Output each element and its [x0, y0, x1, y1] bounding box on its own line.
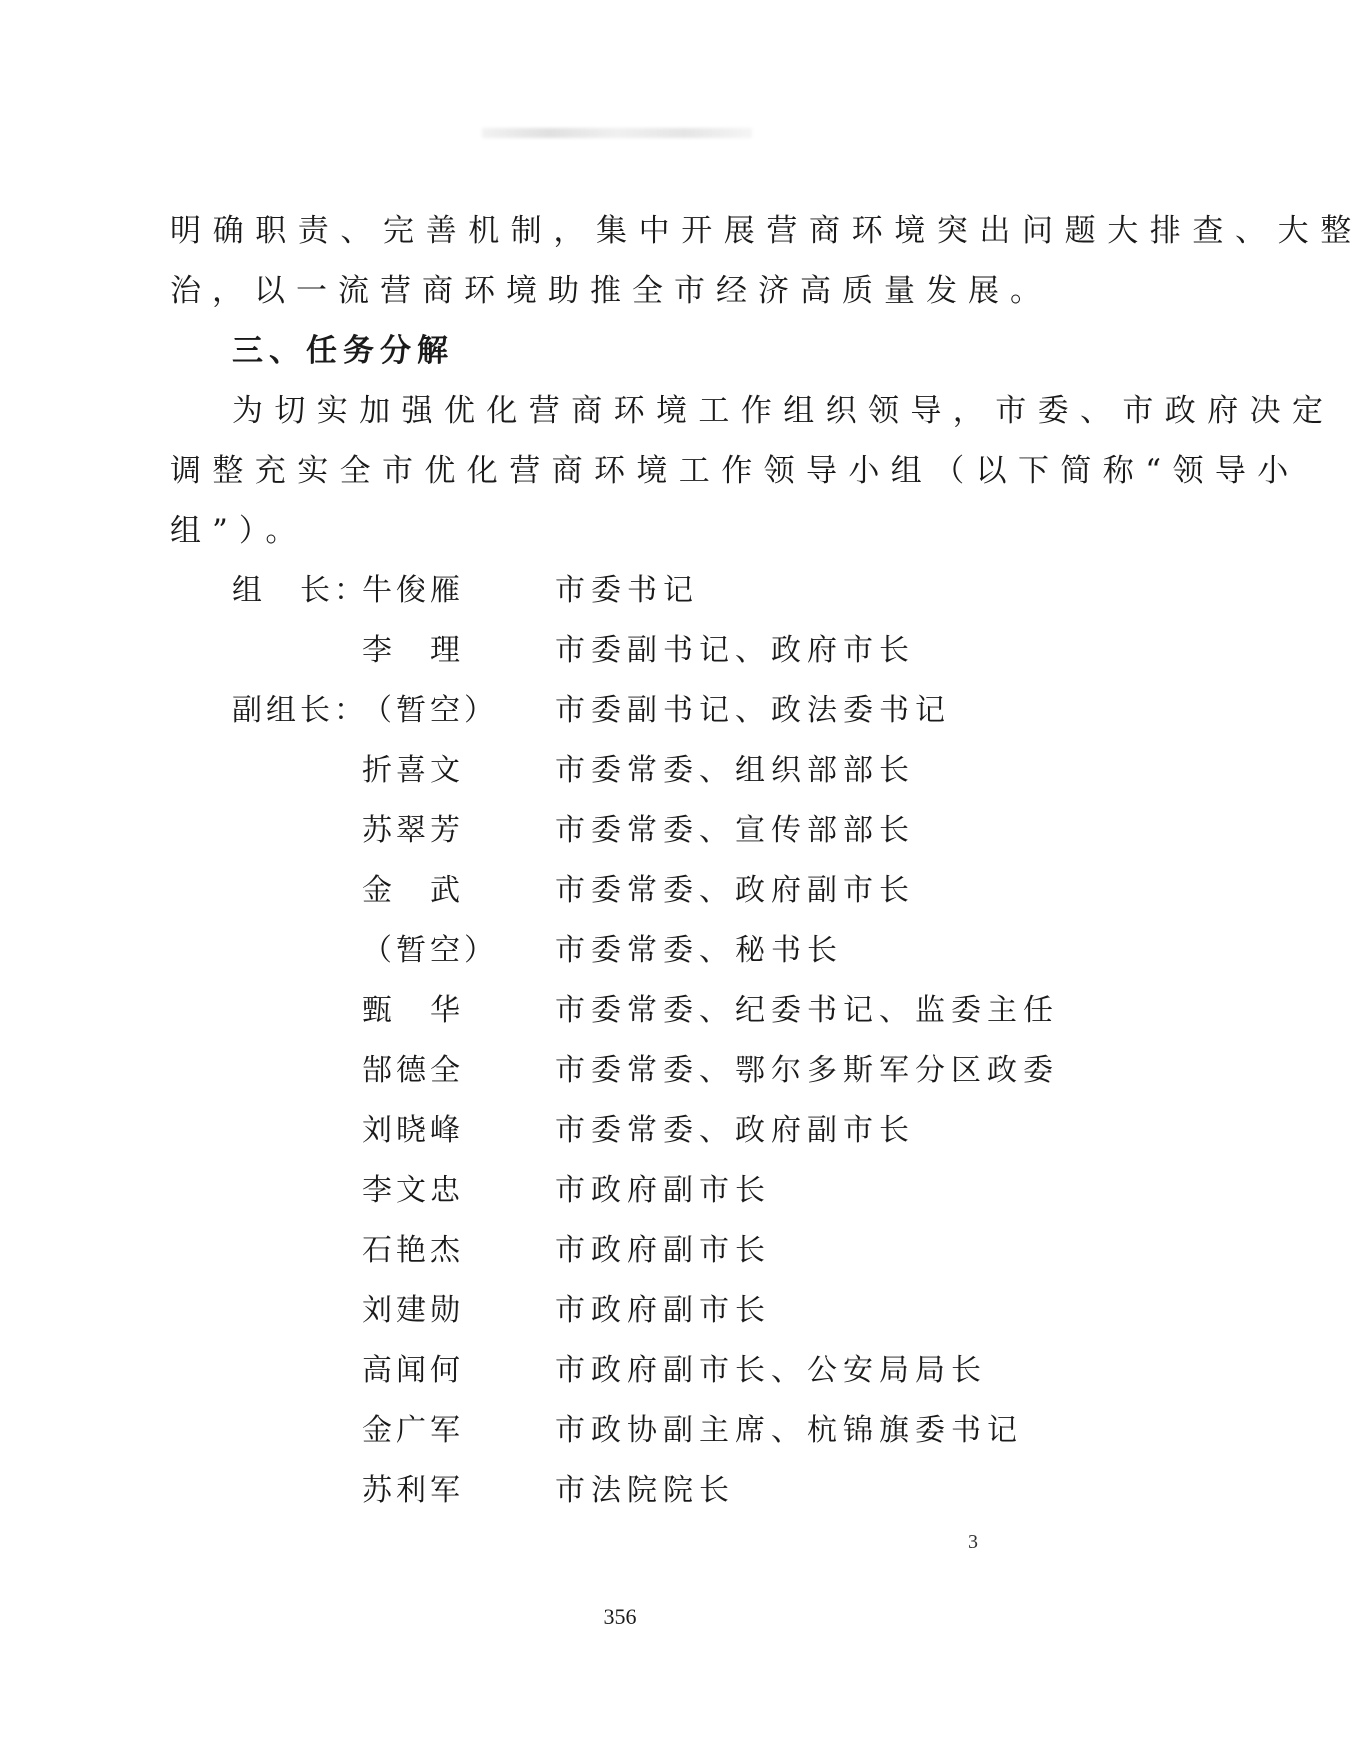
roster-title: 市政府副市长: [555, 1233, 771, 1268]
roster-title: 市法院院长: [555, 1473, 735, 1508]
roster-name: （暂空）: [362, 933, 498, 968]
roster-name: 郜德全: [362, 1053, 464, 1088]
roster-name: 金广军: [362, 1413, 464, 1448]
roster-title: 市委副书记、政府市长: [555, 633, 915, 668]
roster-name: 甄 华: [362, 993, 464, 1028]
roster-name: 金 武: [362, 873, 464, 908]
roster-title: 市政府副市长: [555, 1173, 771, 1208]
roster-name: 石艳杰: [362, 1233, 464, 1268]
paragraph-text: 明确职责、完善机制，集中开展营商环境突出问题大排查、大整: [170, 213, 1363, 249]
roster-name: 刘建勋: [362, 1293, 464, 1328]
roster-title: 市委常委、组织部部长: [555, 753, 915, 788]
section-heading: 三、任务分解: [232, 333, 454, 369]
roster-name: 牛俊雁: [362, 573, 464, 608]
roster-title: 市委常委、政府副市长: [555, 1113, 915, 1148]
roster-title: 市委常委、政府副市长: [555, 873, 915, 908]
roster-name: 刘晓峰: [362, 1113, 464, 1148]
roster-name: 李 理: [362, 633, 464, 668]
roster-name: （暂空）: [362, 693, 498, 728]
paragraph-text: 调整充实全市优化营商环境工作领导小组（以下简称“领导小: [170, 453, 1300, 489]
paragraph-text: 治，以一流营商环境助推全市经济高质量发展。: [170, 273, 1052, 309]
roster-name: 折喜文: [362, 753, 464, 788]
scanned-header-smudge: [482, 128, 752, 138]
inner-page-number: 3: [968, 1531, 978, 1553]
roster-title: 市委常委、纪委书记、监委主任: [555, 993, 1059, 1028]
paragraph-text: 为切实加强优化营商环境工作组织领导，市委、市政府决定: [232, 393, 1335, 429]
roster-title: 市委书记: [555, 573, 699, 608]
roster-name: 高闻何: [362, 1353, 464, 1388]
roster-role: 副组长：: [232, 693, 368, 728]
roster-title: 市委常委、宣传部部长: [555, 813, 915, 848]
roster-name: 苏翠芳: [362, 813, 464, 848]
roster-name: 李文忠: [362, 1173, 464, 1208]
roster-title: 市委常委、鄂尔多斯军分区政委: [555, 1053, 1059, 1088]
roster-title: 市委常委、秘书长: [555, 933, 843, 968]
roster-title: 市政府副市长: [555, 1293, 771, 1328]
roster-name: 苏利军: [362, 1473, 464, 1508]
page-number: 356: [603, 1604, 637, 1629]
paragraph-text: 组”）。: [170, 513, 308, 549]
roster-role: 组 长：: [232, 573, 368, 608]
roster-title: 市政府副市长、公安局局长: [555, 1353, 987, 1388]
roster-title: 市委副书记、政法委书记: [555, 693, 951, 728]
roster-title: 市政协副主席、杭锦旗委书记: [555, 1413, 1023, 1448]
